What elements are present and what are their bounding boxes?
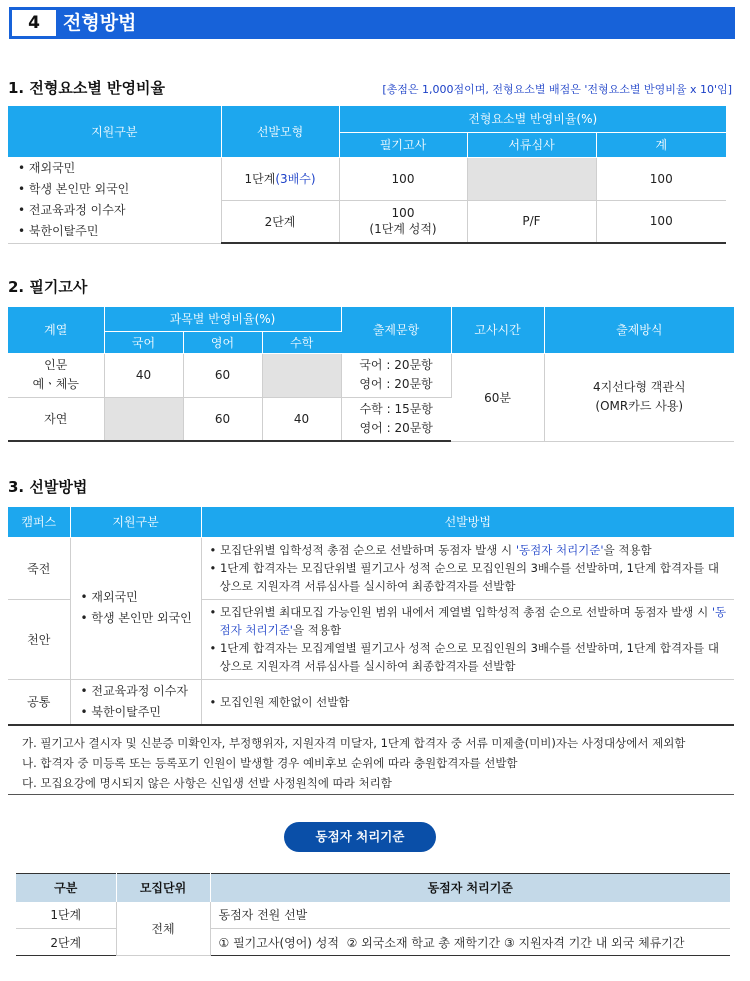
criteria-cell: ① 필기고사(영어) 성적 ② 외국소재 학교 총 재학기간 ③ 지원자격 기간 내 외국 체류기간 (210, 929, 730, 956)
applicant-list (8, 157, 221, 243)
time-cell: 60분 (451, 353, 544, 441)
document-cell-empty (467, 157, 596, 200)
th-applicant: 지원구분 (8, 106, 221, 157)
model-cell: 2단계 (221, 200, 339, 243)
list-item: • 재외국민 (81, 587, 201, 608)
criteria-cell: 동점자 전원 선발 (210, 902, 730, 929)
questions-cell: 국어 : 20문항 영어 : 20문항 (341, 353, 451, 397)
section-header (9, 7, 735, 39)
th-ratio: 전형요소별 반영비율(%) (339, 106, 726, 132)
section2-title: 2. 필기고사 (8, 278, 88, 296)
track-cell: 인문 예ㆍ체능 (8, 353, 104, 397)
th-campus: 캠퍼스 (8, 507, 70, 537)
questions-cell: 수학 : 15문항 영어 : 20문항 (341, 397, 451, 441)
section1-title: 1. 전형요소별 반영비율 (8, 79, 165, 97)
list-item: • 전교육과정 이수자 (81, 681, 201, 702)
list-item: • 북한이탈주민 (81, 702, 201, 723)
list-item: • 재외국민 (18, 158, 221, 179)
th-track: 계열 (8, 307, 104, 353)
section-title: 전형방법 (63, 12, 137, 34)
selection-table (8, 507, 734, 726)
korean-cell-empty (104, 397, 183, 441)
english-cell: 60 (183, 397, 262, 441)
tiebreak-title: 동점자 처리기준 (284, 822, 436, 852)
campus-cell: 죽전 (8, 537, 70, 599)
written-cell: 100 (339, 157, 467, 200)
math-cell: 40 (262, 397, 341, 441)
korean-cell: 40 (104, 353, 183, 397)
th-method: 선발방법 (201, 507, 734, 537)
note-item: 다. 모집요강에 명시되지 않은 사항은 신입생 선발 사정원칙에 따라 처리함 (22, 776, 392, 790)
section1-note: [총점은 1,000점이며, 전형요소별 배점은 '전형요소별 반영비율 x 10'임] (382, 83, 732, 96)
exam-table (8, 307, 734, 442)
th-questions: 출제문항 (341, 307, 451, 353)
th-format: 출제방식 (544, 307, 734, 353)
th-stage: 구분 (16, 874, 116, 902)
model-cell: 1단계(3배수) (221, 157, 339, 200)
math-cell-empty (262, 353, 341, 397)
total-cell: 100 (596, 200, 726, 243)
format-cell: 4지선다형 객관식 (OMR카드 사용) (544, 353, 734, 441)
list-item: • 학생 본인만 외국인 (81, 608, 201, 629)
th-korean: 국어 (104, 331, 183, 353)
note-item: 나. 합격자 중 미등록 또는 등록포기 인원이 발생할 경우 예비후보 순위에 따라 충원합격자를 선발함 (22, 756, 518, 770)
written-cell: 100 (1단계 성적) (339, 200, 467, 243)
document-cell: P/F (467, 200, 596, 243)
th-math: 수학 (262, 331, 341, 353)
th-written: 필기고사 (339, 132, 467, 157)
list-item: • 전교육과정 이수자 (18, 200, 221, 221)
list-item: • 학생 본인만 외국인 (18, 179, 221, 200)
campus-cell: 천안 (8, 599, 70, 679)
method-common: • 모집인원 제한없이 선발함 (201, 679, 734, 725)
tiebreak-table (16, 873, 730, 956)
applicant-list-a (70, 537, 201, 679)
th-criteria: 동점자 처리기준 (210, 874, 730, 902)
unit-cell: 전체 (116, 902, 210, 956)
section-number: 4 (12, 10, 56, 36)
stage-cell: 2단계 (16, 929, 116, 956)
th-model: 선발모형 (221, 106, 339, 157)
track-cell: 자연 (8, 397, 104, 441)
th-total: 계 (596, 132, 726, 157)
divider (8, 794, 734, 795)
method-cheonan: • 모집단위별 최대모집 가능인원 범위 내에서 계열별 입학성적 총점 순으로 선발하며 동점자 발생 시 '동점자 처리기준'을 적용함 • 1단계 합격자는 모집계열별 필기고사 성적 순으로 모집인원의 3배수를 선발하며, 1단계 합격자를 대상으로 지원자격 서류심사를 실시하여 최종합격자를 선발함 (201, 599, 734, 679)
th-time: 고사시간 (451, 307, 544, 353)
campus-cell: 공통 (8, 679, 70, 725)
th-document: 서류심사 (467, 132, 596, 157)
stage-cell: 1단계 (16, 902, 116, 929)
th-english: 영어 (183, 331, 262, 353)
ratio-table (8, 106, 726, 244)
total-cell: 100 (596, 157, 726, 200)
note-item: 가. 필기고사 결시자 및 신분증 미확인자, 부정행위자, 지원자격 미달자, 1단계 합격자 중 서류 미제출(미비)자는 사정대상에서 제외함 (22, 736, 686, 750)
section3-title: 3. 선발방법 (8, 478, 88, 496)
applicant-list-b (70, 679, 201, 725)
english-cell: 60 (183, 353, 262, 397)
th-applicant: 지원구분 (70, 507, 201, 537)
th-subject-ratio: 과목별 반영비율(%) (104, 307, 341, 331)
method-jukjeon: • 모집단위별 입학성적 총점 순으로 선발하며 동점자 발생 시 '동점자 처리기준'을 적용함 • 1단계 합격자는 모집단위별 필기고사 성적 순으로 모집인원의 3배수를 선발하며, 1단계 합격자를 대상으로 지원자격 서류심사를 실시하여 최종합격자를 선발함 (201, 537, 734, 599)
list-item: • 북한이탈주민 (18, 221, 221, 242)
th-unit: 모집단위 (116, 874, 210, 902)
notes (22, 733, 737, 793)
